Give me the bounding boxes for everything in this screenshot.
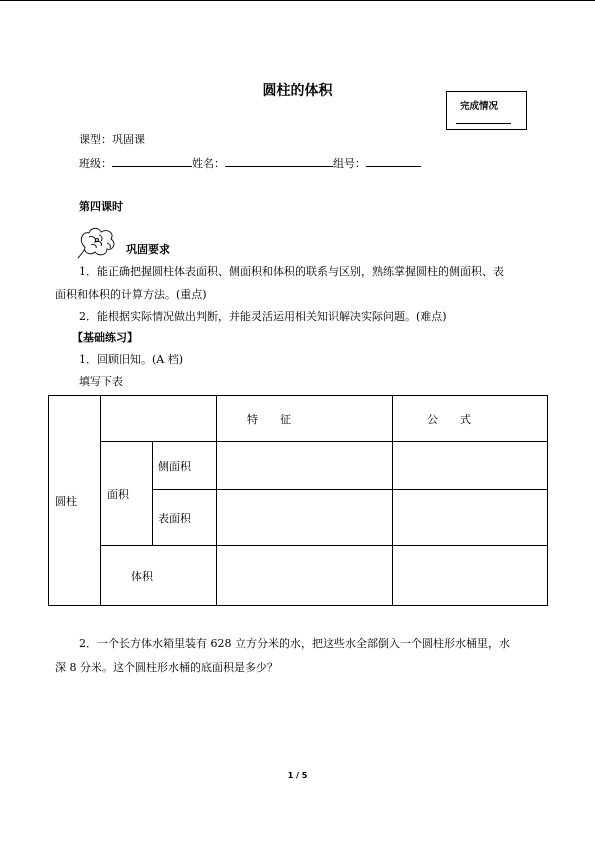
cell-area: 面积 (101, 442, 153, 546)
course-type: 课型：巩固课 (79, 133, 145, 146)
top-rule (0, 0, 595, 1)
cell-volume-feature[interactable] (217, 546, 393, 606)
cell-volume-formula[interactable] (393, 546, 548, 606)
completion-status-box (446, 91, 527, 130)
question-1: 1．回顾旧知。(A 档) (79, 353, 184, 366)
lesson-label: 第四课时 (79, 200, 123, 213)
cell-side-area-feature[interactable] (217, 442, 393, 490)
page-number: 1 / 5 (287, 771, 308, 780)
completion-status-line (456, 123, 511, 124)
group-blank[interactable] (366, 156, 421, 167)
name-label: 姓名： (192, 157, 225, 170)
table-header-row (49, 396, 548, 442)
name-blank[interactable] (225, 156, 333, 167)
table-instruction: 填写下表 (79, 375, 123, 388)
basic-practice-heading: 【基础练习】 (72, 331, 138, 344)
cell-blank-header (101, 396, 217, 442)
question-2-line-2: 深 8 分米。这个圆柱形水桶的底面积是多少？ (55, 661, 278, 674)
class-label: 班级： (79, 157, 112, 170)
cell-formula-header: 公 式 (393, 396, 548, 442)
cell-feature-header: 特 征 (217, 396, 393, 442)
cell-surface-area-feature[interactable] (217, 490, 393, 546)
requirement-2: 2．能根据实际情况做出判断，并能灵活运用相关知识解决实际问题。(难点) (79, 310, 447, 323)
group-label: 组号： (333, 157, 366, 170)
cell-surface-area: 表面积 (153, 490, 217, 546)
requirement-1-line-1: 1．能正确把握圆柱体表面积、侧面积和体积的联系与区别，熟练掌握圆柱的侧面积、表 (79, 265, 504, 278)
class-blank[interactable] (112, 156, 192, 167)
cylinder-table (48, 395, 548, 606)
cell-surface-area-formula[interactable] (393, 490, 548, 546)
page-title: 圆柱的体积 (262, 83, 333, 99)
question-2-line-1: 2．一个长方体水箱里装有 628 立方分米的水，把这些水全部倒入一个圆柱形水桶里，水 (79, 637, 510, 650)
table-row-side-area (49, 442, 548, 490)
cell-side-area: 侧面积 (153, 442, 217, 490)
consolidation-heading: 巩固要求 (126, 243, 170, 256)
cell-cylinder: 圆柱 (49, 396, 101, 606)
cell-side-area-formula[interactable] (393, 442, 548, 490)
table-row-volume (49, 546, 548, 606)
completion-status-label: 完成情况 (460, 101, 499, 112)
student-info-line (79, 156, 421, 171)
requirement-1-line-2: 面积和体积的计算方法。(重点) (55, 288, 207, 301)
decorative-flower-icon (77, 225, 121, 259)
cell-volume: 体积 (101, 546, 217, 606)
